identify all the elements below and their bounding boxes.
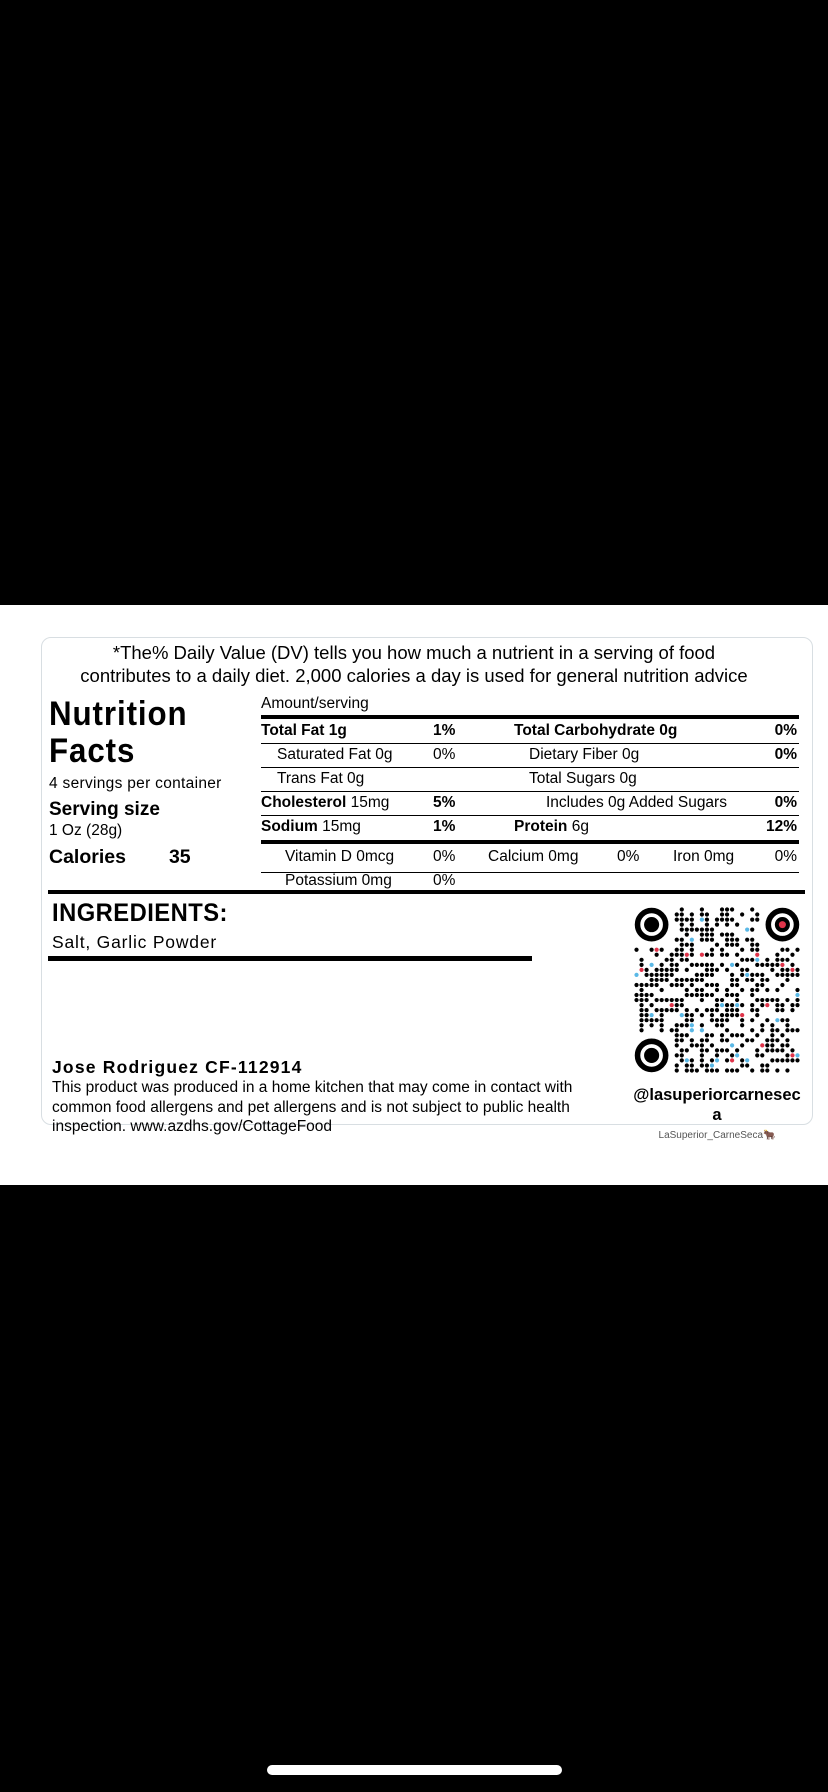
cholesterol-label: Cholesterol — [261, 794, 347, 811]
protein-dv: 12% — [765, 818, 797, 835]
section-divider — [48, 890, 805, 894]
cottage-food-disclaimer: This product was produced in a home kitchen that may come in contact with common food allergens and pet allergens and is not subject to public health inspection. www.azdhs.gov/CottageFood — [52, 1079, 573, 1135]
divider-thick — [261, 840, 799, 844]
table-row — [261, 744, 799, 768]
nutrition-label-card — [0, 605, 828, 1185]
vitamin-d-dv: 0% — [433, 848, 456, 865]
sodium — [261, 818, 361, 836]
calories-label: Calories — [49, 846, 126, 868]
calories-row — [49, 846, 254, 869]
daily-value-line-2: contributes to a daily diet. 2,000 calories a day is used for general nutrition advice — [80, 665, 748, 686]
amount-serving-header: Amount/serving — [261, 695, 369, 712]
calcium: Calcium 0mg — [488, 848, 579, 865]
sodium-amount: 15mg — [317, 818, 361, 835]
sodium-dv: 1% — [433, 818, 456, 835]
protein — [514, 818, 589, 836]
potassium-dv: 0% — [433, 872, 456, 889]
total-fat-dv: 1% — [433, 722, 456, 739]
table-header-row — [261, 693, 799, 715]
total-sugars: Total Sugars 0g — [529, 770, 637, 787]
cholesterol-dv: 5% — [433, 794, 456, 811]
saturated-fat-dv: 0% — [433, 746, 456, 763]
protein-label: Protein — [514, 818, 568, 835]
ingredients-divider — [48, 956, 532, 961]
table-row — [261, 792, 799, 816]
total-carbohydrate: Total Carbohydrate 0g — [514, 722, 678, 739]
daily-value-line-1: *The% Daily Value (DV) tells you how much a nutrient in a serving of food — [112, 642, 716, 663]
calories-value: 35 — [168, 846, 191, 868]
serving-size-label: Serving size — [49, 799, 160, 820]
home-indicator[interactable] — [267, 1765, 562, 1775]
divider-thick — [261, 715, 799, 719]
serving-size-value: 1 Oz (28g) — [49, 822, 123, 839]
sodium-label: Sodium — [261, 818, 318, 835]
potassium: Potassium 0mg — [285, 872, 392, 889]
iron-dv: 0% — [774, 848, 797, 865]
qr-code-icon[interactable] — [634, 907, 800, 1073]
servings-per-container: 4 servings per container — [49, 775, 222, 792]
protein-amount: 6g — [567, 818, 589, 835]
iron: Iron 0mg — [673, 848, 735, 865]
brand-signature: LaSuperior_CarneSeca🐂 — [658, 1130, 776, 1141]
total-carbohydrate-dv: 0% — [774, 722, 797, 739]
nutrition-facts-header — [49, 696, 254, 869]
micronutrient-row — [261, 846, 799, 870]
dietary-fiber: Dietary Fiber 0g — [529, 746, 640, 763]
nutrient-rows — [261, 720, 799, 894]
calcium-dv: 0% — [617, 848, 640, 865]
social-handle: @lasuperiorcarneseca — [633, 1086, 801, 1124]
table-row — [261, 816, 799, 840]
ingredients-text: Salt, Garlic Powder — [52, 932, 217, 952]
vitamin-d: Vitamin D 0mcg — [285, 848, 395, 865]
table-row — [261, 768, 799, 792]
saturated-fat: Saturated Fat 0g — [277, 746, 393, 763]
title-line-2: Facts — [49, 732, 136, 770]
nutrition-facts-title — [49, 696, 238, 770]
title-line-1: Nutrition — [49, 695, 188, 733]
ingredients-title: INGREDIENTS: — [52, 899, 228, 927]
added-sugars-dv: 0% — [774, 794, 797, 811]
cholesterol — [261, 794, 389, 812]
daily-value-note — [0, 641, 828, 687]
nutrient-table — [261, 693, 799, 889]
table-row — [261, 720, 799, 744]
added-sugars: Includes 0g Added Sugars — [546, 794, 727, 811]
trans-fat: Trans Fat 0g — [277, 770, 365, 787]
dietary-fiber-dv: 0% — [774, 746, 797, 763]
producer-name: Jose Rodriguez CF-112914 — [52, 1057, 303, 1077]
cholesterol-amount: 15mg — [346, 794, 390, 811]
total-fat: Total Fat 1g — [261, 722, 347, 739]
